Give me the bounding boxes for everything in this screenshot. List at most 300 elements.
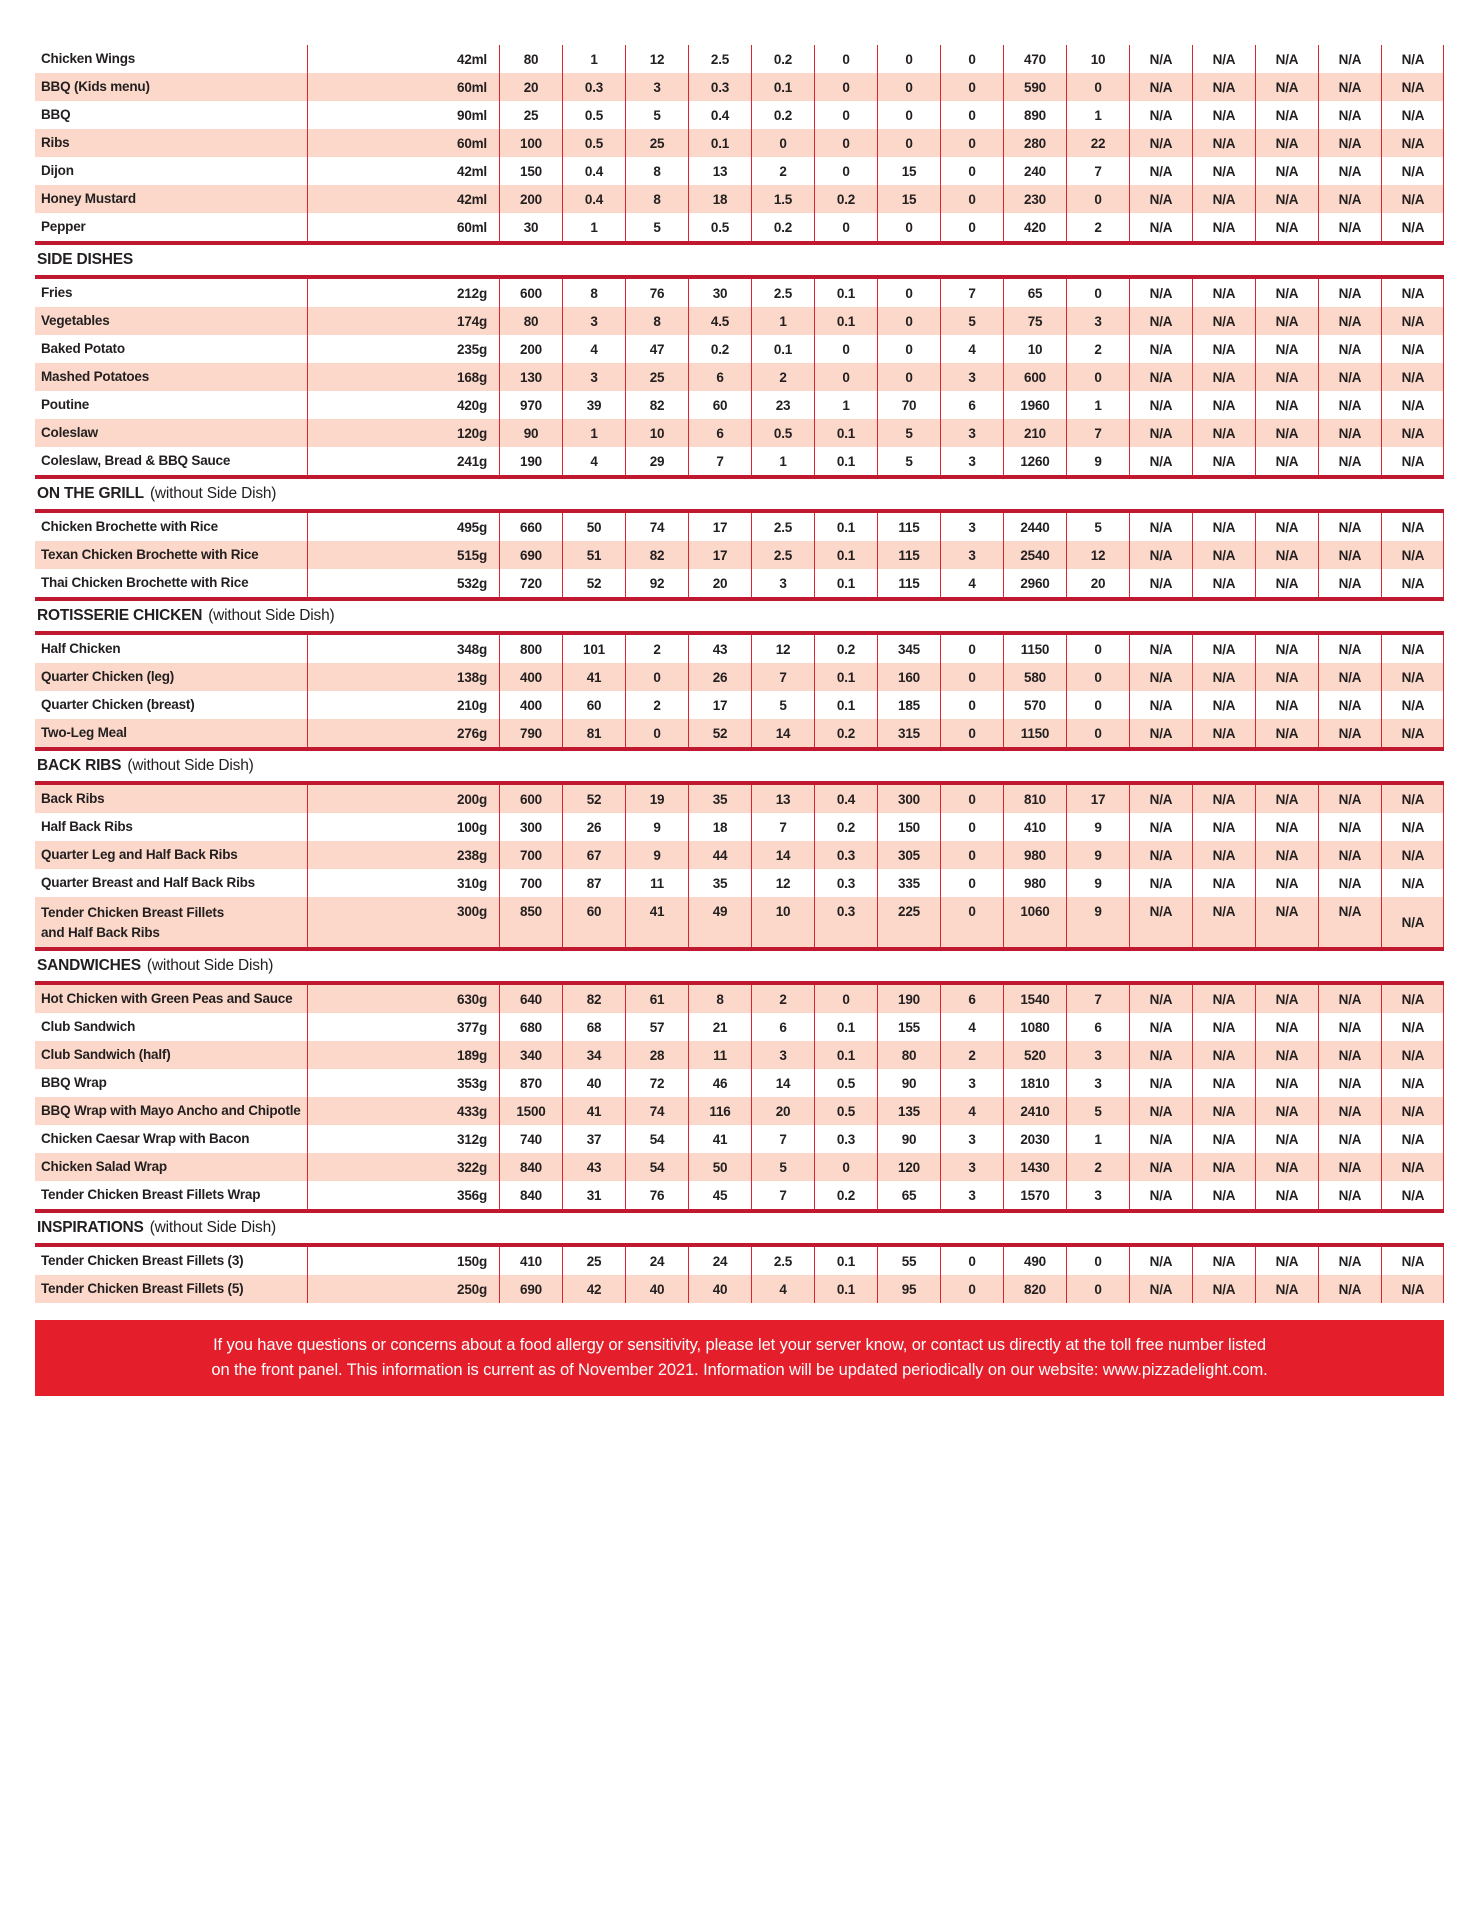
- value-cell: 410: [1003, 813, 1066, 841]
- value-cell: 700: [499, 841, 562, 869]
- serving-size: 60ml: [307, 73, 499, 101]
- value-cell: 200: [499, 185, 562, 213]
- value-cell: 3: [940, 1181, 1003, 1209]
- value-cell: 0: [940, 73, 1003, 101]
- value-cell: N/A: [1192, 363, 1255, 391]
- value-cell: 2: [751, 363, 814, 391]
- value-cell: 810: [1003, 785, 1066, 813]
- value-cell: 0: [940, 869, 1003, 897]
- value-cell: 25: [562, 1247, 625, 1275]
- serving-size: 120g: [307, 419, 499, 447]
- value-cell: N/A: [1129, 1247, 1192, 1275]
- value-cell: N/A: [1129, 785, 1192, 813]
- value-cell: 2: [751, 157, 814, 185]
- allergy-notice-bar: [35, 1320, 1444, 1396]
- value-cell: N/A: [1192, 541, 1255, 569]
- value-cell: N/A: [1381, 869, 1444, 897]
- value-cell: 1: [814, 391, 877, 419]
- value-cell: 470: [1003, 45, 1066, 73]
- value-cell: 5: [625, 101, 688, 129]
- value-cell: 6: [1066, 1013, 1129, 1041]
- value-cell: N/A: [1192, 419, 1255, 447]
- item-name: [35, 663, 307, 691]
- value-cell: 0: [1066, 663, 1129, 691]
- value-cell: 700: [499, 869, 562, 897]
- value-cell: 420: [1003, 213, 1066, 241]
- table-row: [35, 363, 1444, 391]
- value-cell: 0.3: [814, 841, 877, 869]
- table-row: [35, 869, 1444, 897]
- item-name: [35, 869, 307, 897]
- value-cell: 45: [688, 1181, 751, 1209]
- value-cell: 24: [625, 1247, 688, 1275]
- value-cell: N/A: [1381, 985, 1444, 1013]
- item-name-line1: Tender Chicken Breast Fillets (3): [41, 1253, 244, 1269]
- value-cell: 2960: [1003, 569, 1066, 597]
- item-name: [35, 185, 307, 213]
- allergy-notice-line1: If you have questions or concerns about a food allergy or sensitivity, please let your server know, or contact us directly at the toll free number listed: [213, 1336, 1266, 1354]
- value-cell: 820: [1003, 1275, 1066, 1303]
- value-cell: 25: [625, 363, 688, 391]
- value-cell: N/A: [1381, 813, 1444, 841]
- table-row: [35, 185, 1444, 213]
- value-cell: N/A: [1255, 391, 1318, 419]
- value-cell: N/A: [1381, 213, 1444, 241]
- value-cell: N/A: [1381, 419, 1444, 447]
- value-cell: N/A: [1318, 129, 1381, 157]
- value-cell: N/A: [1318, 985, 1381, 1013]
- value-cell: 6: [688, 419, 751, 447]
- value-cell: N/A: [1255, 897, 1318, 947]
- value-cell: 3: [1066, 1041, 1129, 1069]
- value-cell: N/A: [1318, 307, 1381, 335]
- value-cell: 1150: [1003, 719, 1066, 747]
- value-cell: 1: [751, 447, 814, 475]
- value-cell: N/A: [1192, 841, 1255, 869]
- value-cell: 345: [877, 635, 940, 663]
- value-cell: 840: [499, 1181, 562, 1209]
- value-cell: 41: [625, 897, 688, 947]
- value-cell: 115: [877, 541, 940, 569]
- table-row: [35, 841, 1444, 869]
- value-cell: 34: [562, 1041, 625, 1069]
- item-name-line1: Pepper: [41, 219, 86, 235]
- item-name-line1: Baked Potato: [41, 341, 125, 357]
- value-cell: 1: [562, 45, 625, 73]
- value-cell: N/A: [1381, 541, 1444, 569]
- value-cell: N/A: [1192, 869, 1255, 897]
- item-name-line1: Club Sandwich (half): [41, 1047, 171, 1063]
- value-cell: N/A: [1255, 785, 1318, 813]
- value-cell: 680: [499, 1013, 562, 1041]
- value-cell: 0: [814, 1153, 877, 1181]
- section-title: BACK RIBS: [37, 757, 122, 774]
- value-cell: 0.1: [814, 279, 877, 307]
- item-name: [35, 541, 307, 569]
- value-cell: N/A: [1255, 869, 1318, 897]
- value-cell: 3: [940, 1125, 1003, 1153]
- value-cell: 340: [499, 1041, 562, 1069]
- value-cell: 1430: [1003, 1153, 1066, 1181]
- serving-size: 356g: [307, 1181, 499, 1209]
- value-cell: 8: [562, 279, 625, 307]
- value-cell: 0.1: [814, 569, 877, 597]
- value-cell: 2.5: [688, 45, 751, 73]
- value-cell: 60: [688, 391, 751, 419]
- value-cell: 0.1: [814, 513, 877, 541]
- value-cell: 6: [751, 1013, 814, 1041]
- item-name: [35, 1153, 307, 1181]
- value-cell: N/A: [1381, 129, 1444, 157]
- value-cell: 61: [625, 985, 688, 1013]
- value-cell: 1260: [1003, 447, 1066, 475]
- value-cell: 0: [1066, 635, 1129, 663]
- value-cell: 0.3: [814, 869, 877, 897]
- value-cell: N/A: [1381, 185, 1444, 213]
- section-suffix: (without Side Dish): [149, 1219, 276, 1236]
- value-cell: N/A: [1255, 691, 1318, 719]
- item-name-line1: Fries: [41, 285, 73, 301]
- value-cell: N/A: [1192, 391, 1255, 419]
- serving-size: 168g: [307, 363, 499, 391]
- value-cell: 0.2: [814, 1181, 877, 1209]
- value-cell: N/A: [1192, 213, 1255, 241]
- value-cell: N/A: [1192, 185, 1255, 213]
- value-cell: N/A: [1318, 691, 1381, 719]
- value-cell: N/A: [1192, 635, 1255, 663]
- value-cell: 0.1: [814, 307, 877, 335]
- value-cell: 790: [499, 719, 562, 747]
- value-cell: 1060: [1003, 897, 1066, 947]
- value-cell: 9: [1066, 897, 1129, 947]
- value-cell: N/A: [1318, 1275, 1381, 1303]
- value-cell: 9: [625, 813, 688, 841]
- value-cell: 42: [562, 1275, 625, 1303]
- item-name-line1: Hot Chicken with Green Peas and Sauce: [41, 991, 293, 1007]
- item-name: [35, 1041, 307, 1069]
- serving-size: 377g: [307, 1013, 499, 1041]
- table-row: [35, 813, 1444, 841]
- value-cell: 90: [877, 1125, 940, 1153]
- value-cell: 44: [688, 841, 751, 869]
- value-cell: 0: [814, 335, 877, 363]
- value-cell: 7: [751, 663, 814, 691]
- table-row: [35, 1013, 1444, 1041]
- value-cell: 9: [1066, 841, 1129, 869]
- value-cell: N/A: [1255, 1153, 1318, 1181]
- value-cell: N/A: [1255, 185, 1318, 213]
- value-cell: 1: [1066, 391, 1129, 419]
- value-cell: 10: [751, 897, 814, 947]
- value-cell: 74: [625, 1097, 688, 1125]
- value-cell: 210: [1003, 419, 1066, 447]
- value-cell: N/A: [1192, 101, 1255, 129]
- value-cell: 74: [625, 513, 688, 541]
- value-cell: 6: [688, 363, 751, 391]
- value-cell: 17: [1066, 785, 1129, 813]
- value-cell: 640: [499, 985, 562, 1013]
- serving-size: 235g: [307, 335, 499, 363]
- value-cell: 0.2: [688, 335, 751, 363]
- value-cell: N/A: [1129, 569, 1192, 597]
- value-cell: 0.4: [562, 157, 625, 185]
- table-row: [35, 73, 1444, 101]
- value-cell: 335: [877, 869, 940, 897]
- value-cell: 43: [688, 635, 751, 663]
- value-cell: 82: [625, 541, 688, 569]
- item-name: [35, 213, 307, 241]
- value-cell: 116: [688, 1097, 751, 1125]
- value-cell: 17: [688, 691, 751, 719]
- value-cell: N/A: [1255, 813, 1318, 841]
- value-cell: 690: [499, 541, 562, 569]
- value-cell: 100: [499, 129, 562, 157]
- serving-size: 276g: [307, 719, 499, 747]
- item-name-line1: Half Back Ribs: [41, 819, 133, 835]
- value-cell: 29: [625, 447, 688, 475]
- value-cell: 17: [688, 541, 751, 569]
- item-name: [35, 841, 307, 869]
- value-cell: N/A: [1381, 897, 1444, 947]
- value-cell: 0: [940, 663, 1003, 691]
- value-cell: N/A: [1381, 1097, 1444, 1125]
- item-name-line1: Coleslaw: [41, 425, 98, 441]
- value-cell: 5: [877, 447, 940, 475]
- value-cell: 12: [625, 45, 688, 73]
- value-cell: N/A: [1381, 157, 1444, 185]
- item-name-line1: BBQ: [41, 107, 71, 123]
- value-cell: 3: [940, 1069, 1003, 1097]
- table-row: [35, 335, 1444, 363]
- value-cell: N/A: [1192, 335, 1255, 363]
- value-cell: 5: [625, 213, 688, 241]
- value-cell: N/A: [1318, 185, 1381, 213]
- value-cell: 35: [688, 869, 751, 897]
- value-cell: 0: [940, 691, 1003, 719]
- item-name: [35, 691, 307, 719]
- value-cell: 1: [562, 419, 625, 447]
- value-cell: 10: [625, 419, 688, 447]
- value-cell: 0: [940, 157, 1003, 185]
- value-cell: 2: [1066, 213, 1129, 241]
- value-cell: 0: [1066, 1247, 1129, 1275]
- value-cell: 300: [499, 813, 562, 841]
- value-cell: 0: [814, 157, 877, 185]
- value-cell: N/A: [1129, 1013, 1192, 1041]
- value-cell: N/A: [1318, 45, 1381, 73]
- value-cell: 0: [814, 363, 877, 391]
- value-cell: 26: [562, 813, 625, 841]
- value-cell: 54: [625, 1153, 688, 1181]
- value-cell: 200: [499, 335, 562, 363]
- value-cell: 1: [562, 213, 625, 241]
- value-cell: N/A: [1318, 1247, 1381, 1275]
- value-cell: 52: [562, 569, 625, 597]
- table-row: [35, 1069, 1444, 1097]
- value-cell: N/A: [1129, 897, 1192, 947]
- table-row: [35, 101, 1444, 129]
- item-name-line1: Half Chicken: [41, 641, 121, 657]
- value-cell: 980: [1003, 869, 1066, 897]
- value-cell: N/A: [1381, 45, 1444, 73]
- value-cell: N/A: [1255, 635, 1318, 663]
- table-row: [35, 447, 1444, 475]
- value-cell: 1.5: [751, 185, 814, 213]
- value-cell: N/A: [1318, 1069, 1381, 1097]
- value-cell: 0: [625, 719, 688, 747]
- value-cell: N/A: [1192, 279, 1255, 307]
- value-cell: 7: [1066, 157, 1129, 185]
- table-row: [35, 513, 1444, 541]
- value-cell: 0: [751, 129, 814, 157]
- value-cell: N/A: [1381, 101, 1444, 129]
- value-cell: N/A: [1318, 1013, 1381, 1041]
- value-cell: N/A: [1192, 1181, 1255, 1209]
- item-name: [35, 157, 307, 185]
- serving-size: 238g: [307, 841, 499, 869]
- value-cell: N/A: [1255, 307, 1318, 335]
- value-cell: 70: [877, 391, 940, 419]
- value-cell: 0: [814, 129, 877, 157]
- value-cell: N/A: [1192, 1097, 1255, 1125]
- value-cell: 970: [499, 391, 562, 419]
- value-cell: N/A: [1318, 419, 1381, 447]
- value-cell: N/A: [1129, 101, 1192, 129]
- value-cell: N/A: [1381, 719, 1444, 747]
- item-name: [35, 73, 307, 101]
- value-cell: 2: [1066, 335, 1129, 363]
- value-cell: N/A: [1255, 129, 1318, 157]
- value-cell: 15: [877, 185, 940, 213]
- value-cell: N/A: [1318, 213, 1381, 241]
- value-cell: 7: [751, 1125, 814, 1153]
- value-cell: N/A: [1129, 985, 1192, 1013]
- section-title: SIDE DISHES: [37, 251, 133, 268]
- serving-size: 60ml: [307, 213, 499, 241]
- value-cell: 82: [625, 391, 688, 419]
- value-cell: N/A: [1381, 785, 1444, 813]
- value-cell: 0: [877, 129, 940, 157]
- value-cell: N/A: [1192, 307, 1255, 335]
- table-row: [35, 1181, 1444, 1209]
- serving-size: 241g: [307, 447, 499, 475]
- value-cell: N/A: [1318, 1153, 1381, 1181]
- value-cell: 8: [625, 307, 688, 335]
- value-cell: 35: [688, 785, 751, 813]
- value-cell: 14: [751, 841, 814, 869]
- value-cell: N/A: [1381, 447, 1444, 475]
- item-name-line1: Quarter Chicken (breast): [41, 697, 195, 713]
- value-cell: 0: [1066, 719, 1129, 747]
- value-cell: 5: [1066, 1097, 1129, 1125]
- item-name: [35, 1181, 307, 1209]
- value-cell: 150: [877, 813, 940, 841]
- value-cell: 8: [625, 185, 688, 213]
- value-cell: 60: [562, 897, 625, 947]
- value-cell: 12: [751, 635, 814, 663]
- value-cell: 7: [751, 1181, 814, 1209]
- value-cell: 0: [877, 307, 940, 335]
- value-cell: N/A: [1192, 691, 1255, 719]
- value-cell: 0.3: [814, 1125, 877, 1153]
- value-cell: N/A: [1318, 101, 1381, 129]
- value-cell: 20: [1066, 569, 1129, 597]
- item-name: [35, 785, 307, 813]
- section-suffix: (without Side Dish): [127, 757, 254, 774]
- value-cell: 115: [877, 513, 940, 541]
- serving-size: 42ml: [307, 45, 499, 73]
- item-name-line1: Tender Chicken Breast Fillets (5): [41, 1281, 244, 1297]
- value-cell: N/A: [1129, 213, 1192, 241]
- section-header: [35, 597, 1444, 635]
- value-cell: 1500: [499, 1097, 562, 1125]
- value-cell: 3: [625, 73, 688, 101]
- value-cell: N/A: [1192, 1275, 1255, 1303]
- serving-size: 210g: [307, 691, 499, 719]
- value-cell: N/A: [1255, 841, 1318, 869]
- value-cell: 43: [562, 1153, 625, 1181]
- value-cell: 600: [499, 279, 562, 307]
- value-cell: N/A: [1129, 129, 1192, 157]
- value-cell: N/A: [1255, 157, 1318, 185]
- value-cell: 82: [562, 985, 625, 1013]
- section-header: [35, 241, 1444, 279]
- value-cell: N/A: [1192, 785, 1255, 813]
- value-cell: N/A: [1129, 279, 1192, 307]
- item-name-line1: Tender Chicken Breast Fillets Wrap: [41, 1187, 261, 1203]
- value-cell: N/A: [1255, 1247, 1318, 1275]
- value-cell: 0: [940, 1275, 1003, 1303]
- value-cell: 65: [1003, 279, 1066, 307]
- nutrition-table: [35, 45, 1444, 1303]
- value-cell: N/A: [1129, 73, 1192, 101]
- value-cell: 1: [1066, 101, 1129, 129]
- value-cell: 0.1: [814, 1247, 877, 1275]
- value-cell: N/A: [1318, 279, 1381, 307]
- serving-size: 200g: [307, 785, 499, 813]
- item-name: [35, 307, 307, 335]
- value-cell: N/A: [1129, 541, 1192, 569]
- item-name: [35, 1069, 307, 1097]
- value-cell: 600: [1003, 363, 1066, 391]
- value-cell: 155: [877, 1013, 940, 1041]
- value-cell: 5: [940, 307, 1003, 335]
- value-cell: 22: [1066, 129, 1129, 157]
- value-cell: 600: [499, 785, 562, 813]
- value-cell: 0: [940, 213, 1003, 241]
- value-cell: N/A: [1255, 569, 1318, 597]
- value-cell: 20: [499, 73, 562, 101]
- value-cell: N/A: [1318, 363, 1381, 391]
- table-row: [35, 785, 1444, 813]
- value-cell: 17: [688, 513, 751, 541]
- value-cell: 41: [562, 1097, 625, 1125]
- value-cell: 135: [877, 1097, 940, 1125]
- item-name-line1: Chicken Salad Wrap: [41, 1159, 167, 1175]
- value-cell: 18: [688, 185, 751, 213]
- value-cell: N/A: [1192, 447, 1255, 475]
- item-name: [35, 1275, 307, 1303]
- value-cell: 80: [499, 307, 562, 335]
- value-cell: 0.4: [814, 785, 877, 813]
- value-cell: 690: [499, 1275, 562, 1303]
- value-cell: 190: [877, 985, 940, 1013]
- serving-size: 189g: [307, 1041, 499, 1069]
- value-cell: 41: [562, 663, 625, 691]
- value-cell: 12: [1066, 541, 1129, 569]
- value-cell: N/A: [1318, 541, 1381, 569]
- serving-size: 495g: [307, 513, 499, 541]
